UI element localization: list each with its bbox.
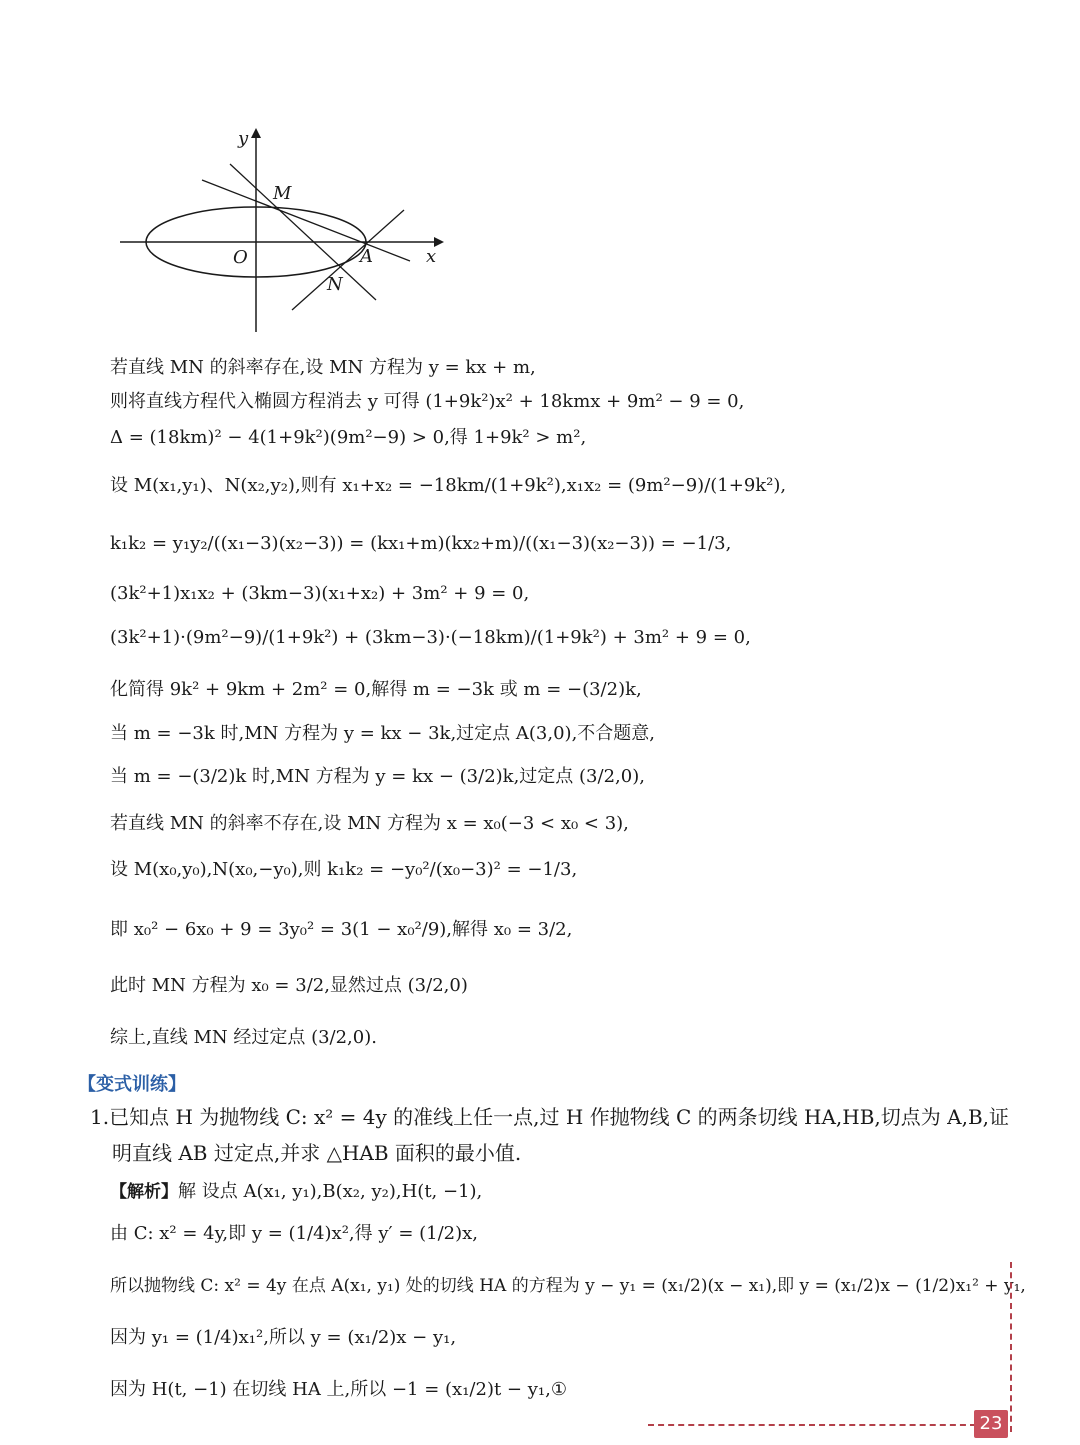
- question-number: 1.: [90, 1105, 110, 1129]
- solution-line: 综上,直线 MN 经过定点 (3/2,0).: [110, 1027, 377, 1048]
- solution-line: 设 M(x₀,y₀),N(x₀,−y₀),则 k₁k₂ = −y₀²/(x₀−3)² = −1/3,: [110, 859, 578, 880]
- analysis-line: 因为 H(t, −1) 在切线 HA 上,所以 −1 = (x₁/2)t − y₁,①: [110, 1379, 567, 1400]
- analysis-line: 因为 y₁ = (1/4)x₁²,所以 y = (x₁/2)x − y₁,: [110, 1327, 457, 1348]
- question-line-2: 明直线 AB 过定点,并求 △HAB 面积的最小值.: [112, 1141, 522, 1165]
- solution-line: 若直线 MN 的斜率存在,设 MN 方程为 y = kx + m,: [110, 357, 536, 378]
- label-x: x: [426, 246, 437, 267]
- solution-line: 此时 MN 方程为 x₀ = 3/2,显然过点 (3/2,0): [110, 975, 468, 996]
- line-through-A: [292, 210, 404, 310]
- dashed-border-vertical: [1010, 1262, 1012, 1432]
- analysis-line: 所以抛物线 C: x² = 4y 在点 A(x₁, y₁) 处的切线 HA 的方程为 y − y₁ = (x₁/2)(x − x₁),即 y = (x₁/2)x − (1/2)x₁² + y₁,: [110, 1276, 1026, 1296]
- solution-line: 则将直线方程代入椭圆方程消去 y 可得 (1+9k²)x² + 18kmx + 9m² − 9 = 0,: [110, 391, 745, 412]
- solution-line: k₁k₂ = y₁y₂/((x₁−3)(x₂−3)) = (kx₁+m)(kx₂+m)/((x₁−3)(x₂−3)) = −1/3,: [110, 533, 732, 554]
- line-MN: [230, 164, 376, 300]
- label-N: N: [327, 274, 343, 295]
- label-A: A: [360, 246, 373, 267]
- analysis-line: 由 C: x² = 4y,即 y = (1/4)x²,得 y′ = (1/2)x,: [110, 1223, 479, 1244]
- question-line-1: [90, 1104, 1009, 1130]
- label-M: M: [273, 183, 292, 204]
- question-text-1: 已知点 H 为抛物线 C: x² = 4y 的准线上任一点,过 H 作抛物线 C 的两条切线 HA,HB,切点为 A,B,证: [109, 1105, 1009, 1129]
- page-number: 23: [974, 1410, 1008, 1438]
- solution-line: 若直线 MN 的斜率不存在,设 MN 方程为 x = x₀(−3 < x₀ < 3),: [110, 813, 629, 834]
- analysis-text: 解 设点 A(x₁, y₁),B(x₂, y₂),H(t, −1),: [178, 1181, 483, 1202]
- solution-line: 设 M(x₁,y₁)、N(x₂,y₂),则有 x₁+x₂ = −18km/(1+9k²),x₁x₂ = (9m²−9)/(1+9k²),: [110, 475, 787, 496]
- solution-line: (3k²+1)·(9m²−9)/(1+9k²) + (3km−3)·(−18km)/(1+9k²) + 3m² + 9 = 0,: [110, 627, 751, 648]
- analysis-tag: 【解析】: [110, 1182, 178, 1202]
- analysis-line: [110, 1180, 482, 1204]
- solution-line: 化简得 9k² + 9km + 2m² = 0,解得 m = −3k 或 m = −(3/2)k,: [110, 679, 642, 700]
- solution-line: 当 m = −3k 时,MN 方程为 y = kx − 3k,过定点 A(3,0),不合题意,: [110, 723, 656, 744]
- section-title: 【变式训练】: [78, 1074, 186, 1095]
- ellipse-diagram: [112, 122, 452, 337]
- dashed-border-horizontal: [648, 1424, 976, 1426]
- y-axis-arrow: [251, 128, 261, 138]
- solution-line: 当 m = −(3/2)k 时,MN 方程为 y = kx − (3/2)k,过定点 (3/2,0),: [110, 766, 645, 787]
- label-O: O: [233, 247, 248, 268]
- label-y: y: [238, 128, 249, 149]
- solution-line: (3k²+1)x₁x₂ + (3km−3)(x₁+x₂) + 3m² + 9 = 0,: [110, 583, 530, 604]
- solution-line: Δ = (18km)² − 4(1+9k²)(9m²−9) > 0,得 1+9k² > m²,: [110, 427, 587, 448]
- solution-line: 即 x₀² − 6x₀ + 9 = 3y₀² = 3(1 − x₀²/9),解得 x₀ = 3/2,: [110, 919, 573, 940]
